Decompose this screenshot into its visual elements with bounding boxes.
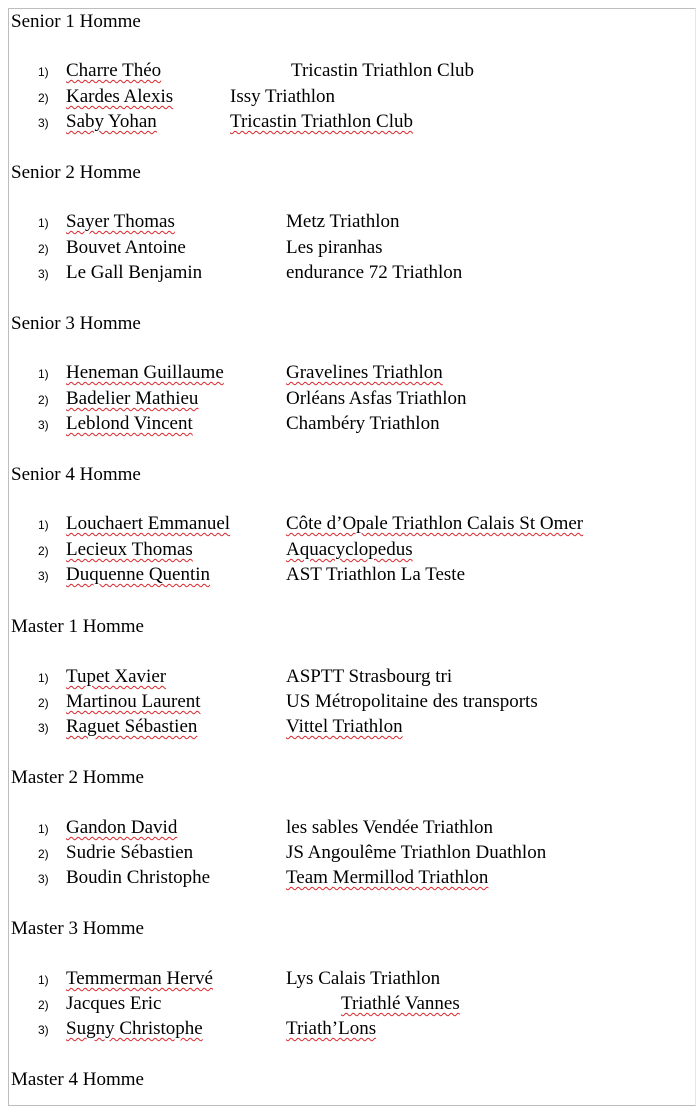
athlete-name: Sayer Thomas — [66, 211, 175, 232]
rank-number: 2) — [38, 544, 49, 558]
document-page — [8, 8, 696, 1106]
club-name: ASPTT Strasbourg tri — [286, 666, 453, 687]
athlete-name: Jacques Eric — [66, 993, 162, 1014]
club-name: Lys Calais Triathlon — [286, 968, 441, 989]
category-heading: Master 4 Homme — [11, 1069, 144, 1090]
rank-number: 3) — [38, 418, 49, 432]
athlete-name: Sudrie Sébastien — [66, 842, 194, 863]
rank-number: 3) — [38, 1023, 49, 1037]
athlete-name: Leblond Vincent — [66, 413, 193, 434]
athlete-name: Badelier Mathieu — [66, 388, 199, 409]
club-name: Côte d’Opale Triathlon Calais St Omer — [286, 513, 584, 534]
club-name: Aquacyclopedus — [286, 539, 413, 560]
athlete-name: Charre Théo — [66, 60, 162, 81]
rank-number: 1) — [38, 822, 49, 836]
athlete-name: Kardes Alexis — [66, 86, 174, 107]
rank-number: 2) — [38, 393, 49, 407]
athlete-name: Tupet Xavier — [66, 666, 167, 687]
club-name: AST Triathlon La Teste — [286, 564, 466, 585]
club-name: JS Angoulême Triathlon Duathlon — [286, 842, 547, 863]
rank-number: 1) — [38, 671, 49, 685]
club-name: les sables Vendée Triathlon — [286, 817, 494, 838]
club-name: Issy Triathlon — [230, 86, 336, 107]
rank-number: 1) — [38, 65, 49, 79]
athlete-name: Temmerman Hervé — [66, 968, 213, 989]
club-name: Chambéry Triathlon — [286, 413, 440, 434]
club-name: Tricastin Triathlon Club — [230, 111, 414, 132]
club-name: Triathlé Vannes — [341, 993, 460, 1014]
athlete-name: Duquenne Quentin — [66, 564, 211, 585]
rank-number: 2) — [38, 696, 49, 710]
athlete-name: Raguet Sébastien — [66, 716, 198, 737]
athlete-name: Louchaert Emmanuel — [66, 513, 231, 534]
athlete-name: Bouvet Antoine — [66, 237, 186, 258]
club-name: Gravelines Triathlon — [286, 362, 443, 383]
club-name: Team Mermillod Triathlon — [286, 867, 489, 888]
category-heading: Senior 3 Homme — [11, 313, 141, 334]
club-name: US Métropolitaine des transports — [286, 691, 538, 712]
rank-number: 1) — [38, 216, 49, 230]
rank-number: 2) — [38, 242, 49, 256]
rank-number: 3) — [38, 569, 49, 583]
category-heading: Master 1 Homme — [11, 616, 144, 637]
rank-number: 3) — [38, 872, 49, 886]
athlete-name: Boudin Christophe — [66, 867, 211, 888]
rank-number: 3) — [38, 116, 49, 130]
athlete-name: Le Gall Benjamin — [66, 262, 203, 283]
athlete-name: Sugny Christophe — [66, 1018, 203, 1039]
club-name: Metz Triathlon — [286, 211, 400, 232]
category-heading: Senior 2 Homme — [11, 162, 141, 183]
club-name: Vittel Triathlon — [286, 716, 403, 737]
athlete-name: Lecieux Thomas — [66, 539, 193, 560]
category-heading: Master 3 Homme — [11, 918, 144, 939]
athlete-name: Heneman Guillaume — [66, 362, 224, 383]
rank-number: 2) — [38, 91, 49, 105]
category-heading: Master 2 Homme — [11, 767, 144, 788]
athlete-name: Martinou Laurent — [66, 691, 201, 712]
athlete-name: Saby Yohan — [66, 111, 157, 132]
club-name: Les piranhas — [286, 237, 383, 258]
category-heading: Senior 1 Homme — [11, 11, 141, 32]
club-name: endurance 72 Triathlon — [286, 262, 463, 283]
rank-number: 2) — [38, 998, 49, 1012]
category-heading: Senior 4 Homme — [11, 464, 141, 485]
club-name: Triath’Lons — [286, 1018, 377, 1039]
rank-number: 1) — [38, 518, 49, 532]
rank-number: 2) — [38, 847, 49, 861]
club-name: Orléans Asfas Triathlon — [286, 388, 467, 409]
club-name: Tricastin Triathlon Club — [291, 60, 475, 81]
rank-number: 3) — [38, 267, 49, 281]
rank-number: 3) — [38, 721, 49, 735]
rank-number: 1) — [38, 973, 49, 987]
athlete-name: Gandon David — [66, 817, 178, 838]
rank-number: 1) — [38, 367, 49, 381]
